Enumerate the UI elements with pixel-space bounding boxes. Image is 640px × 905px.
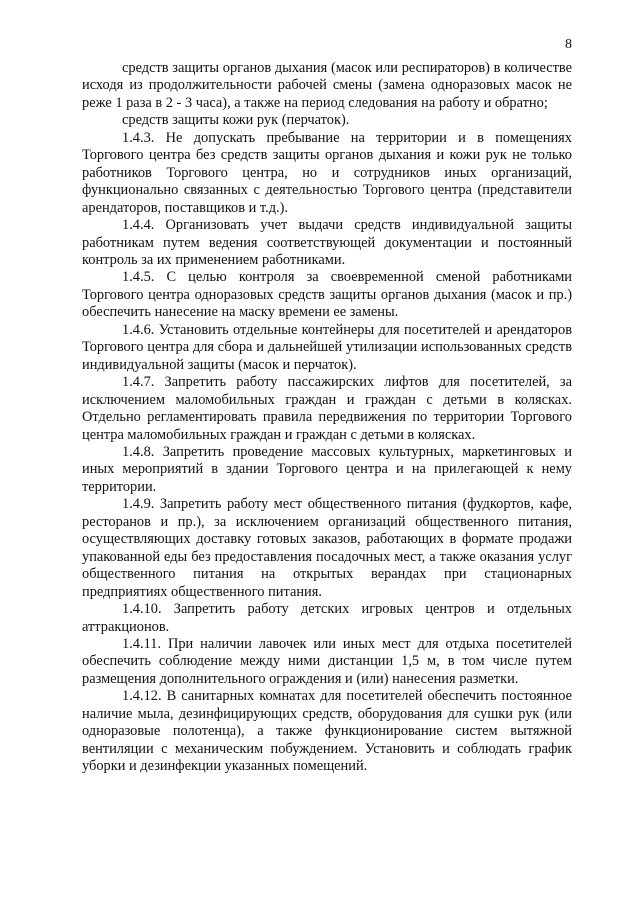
paragraph-gloves-item: средств защиты кожи рук (перчаток). — [122, 112, 350, 129]
paragraph-1-4-6: 1.4.6. Установить отдельные контейнеры для посетителей и арендаторов Торгового центра для сбора и дальнейшей утилизации использованных средств индивидуальной защиты (масок и перчаток). — [82, 321, 572, 373]
page-number: 8 — [565, 37, 572, 52]
paragraph-1-4-8: 1.4.8. Запретить проведение массовых культурных, маркетинговых и иных мероприятий в здании Торгового центра и на прилегающей к нему территории. — [82, 443, 572, 495]
paragraph-1-4-3: 1.4.3. Не допускать пребывание на территории и в помещениях Торгового центра без средств защиты органов дыхания и кожи рук не только работников Торгового центра, но и сотрудников иных организаций, функционально связанных с деятельностью Торгового центра (представители арендаторов, поставщиков и т.д.). — [82, 129, 572, 216]
paragraph-1-4-5: 1.4.5. С целью контроля за своевременной сменой работниками Торгового центра одноразовых средств защиты органов дыхания (масок и пр.) обеспечить нанесение на маску времени ее замены. — [82, 269, 572, 321]
paragraph-1-4-10: 1.4.10. Запретить работу детских игровых центров и отдельных аттракционов. — [82, 601, 572, 635]
paragraph-1-4-11: 1.4.11. При наличии лавочек или иных мест для отдыха посетителей обеспечить соблюдение между ними дистанции 1,5 м, в том числе путем размещения дополнительного ограждения и (или) нанесения разметки. — [82, 635, 572, 687]
paragraph-1-4-12: 1.4.12. В санитарных комнатах для посетителей обеспечить постоянное наличие мыла, дезинфицирующих средств, оборудования для сушки рук (или одноразовые полотенца), а также функционирование систем вытяжной вентиляции с механическим побуждением. Установить и соблюдать график уборки и дезинфекции указанных помещений. — [82, 688, 572, 775]
paragraph-masks-item: средств защиты органов дыхания (масок или респираторов) в количестве исходя из продолжительности рабочей смены (замена одноразовых масок не реже 1 раза в 2 - 3 часа), а также на период следования на работу и обратно; — [82, 60, 572, 111]
document-body — [82, 60, 572, 776]
paragraph-1-4-7: 1.4.7. Запретить работу пассажирских лифтов для посетителей, за исключением маломобильных граждан и граждан с детьми в колясках. Отдельно регламентировать правила передвижения по территории Торгового центра маломобильных граждан и граждан с детьми в колясках. — [82, 374, 572, 443]
paragraph-1-4-4: 1.4.4. Организовать учет выдачи средств индивидуальной защиты работникам путем ведения соответствующей документации и постоянный контроль за их применением работниками. — [82, 217, 572, 268]
paragraph-1-4-9: 1.4.9. Запретить работу мест общественного питания (фудкортов, кафе, ресторанов и пр.), за исключением организаций общественного питания, осуществляющих доставку готовых заказов, работающих в формате продажи упакованной еды без предоставления посадочных мест, а также оказания услуг общественного питания на открытых верандах при стационарных предприятиях общественного питания. — [82, 496, 572, 600]
